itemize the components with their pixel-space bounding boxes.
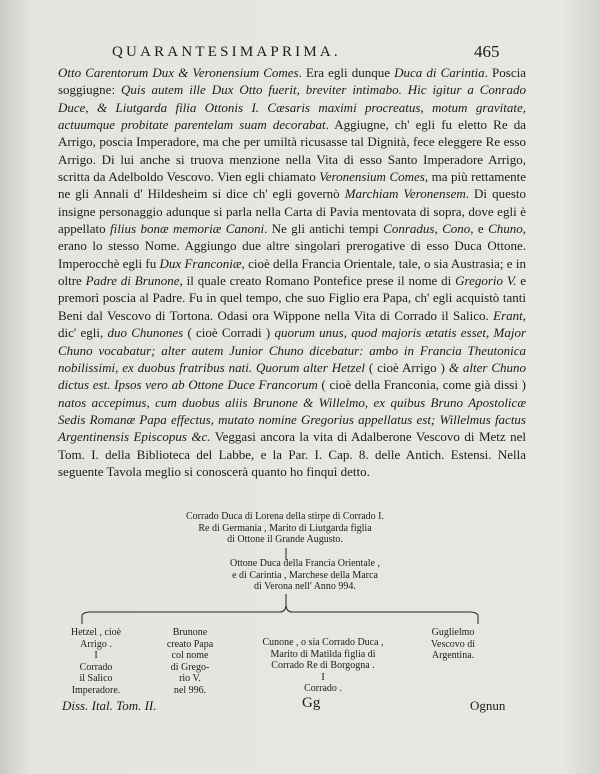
genealogy-root (150, 511, 420, 546)
text-run: , il quale creato Romano Pontefice prese il nome di (179, 273, 456, 289)
text-run: . Poscia soggiugne: (58, 65, 526, 98)
italic-run: Marchiam Veronensem (344, 186, 466, 202)
text-run: Veggasi ancora la vita di Adalberone Vescovo di Metz nel Tom. I. della Biblioteca del Labbe, e la Par. I. Cap. 8. delle Antich. Estensi. Nella seguente Tavola meglio si conoscerà quanto ho finquì detto. (58, 429, 526, 479)
genealogy-line: e di Carintia , Marchese della Marca (232, 569, 378, 581)
genealogy-line: Corrado . (304, 683, 342, 694)
genealogy-line: Guglielmo (431, 627, 475, 638)
italic-run: Conradus (383, 221, 435, 237)
signature-mark: Diss. Ital. Tom. II. (62, 698, 157, 713)
text-run: , dic' egli, (58, 307, 526, 341)
italic-run: Duca di Carintia (394, 65, 485, 80)
genealogy-child-hetzel (60, 627, 132, 696)
genealogy-line: Corrado Re di Borgogna . (271, 660, 375, 671)
genealogy-line: Imperadore. (71, 684, 121, 696)
genealogy-line: I (321, 671, 325, 683)
text-run: . Era egli dunque (298, 65, 395, 80)
text-run: ( cioè Corradi ) (183, 325, 275, 341)
genealogy-line: Corrado Duca di Lorena della stirpe di Corrado I. (186, 511, 384, 522)
genealogy-line: Marito di Matilda figlia di (270, 648, 376, 660)
genealogy-line: Corrado (79, 661, 113, 673)
genealogy-line: col nome (171, 650, 209, 661)
genealogy-line: di Verona nell' Anno 994. (254, 581, 356, 592)
genealogy-otto (190, 558, 420, 593)
italic-run: duo Chunones (107, 325, 184, 341)
genealogy-child-cunone (234, 637, 412, 695)
text-run: . Aggiugne, ch' egli fu eletto Re da Arrigo, poscia Imperadore, ma che per umiltà ricusasse tal Dignità, fece eleggere Re esso Arrigo. Di lui anche si truova menzione nella Vita di esso Santo Imperadore Arrigo, scritta da Adelboldo Vescovo. Vien egli chiamato (58, 117, 527, 185)
text-run: ( cioè Arrigo ) (364, 359, 449, 375)
genealogy-line: di Ottone il Grande Augusto. (227, 534, 343, 545)
gathering-mark: Gg (302, 695, 321, 711)
italic-run: Quis autem ille Dux Otto fuerit, breviter intimabo. Hic igitur a Conrado Duce, & Liutgarda filia Ottonis I. Cæsaris maximi procreatus, motum gravitate, actuumque probitate parentelam suam decorabat (58, 82, 526, 133)
text-run: , e (470, 221, 489, 237)
italic-run: Chuno (488, 221, 523, 237)
italic-run: Cono (442, 221, 471, 237)
italic-run: & alter Chuno dictus est. Ipsos vero ab Ottone Duce Francorum (58, 359, 526, 393)
italic-run: Veronensium Comes (319, 169, 425, 185)
page-number: 465 (474, 42, 500, 61)
text-run: . Ne gli antichi tempi (264, 221, 384, 237)
italic-run: Otto Carentorum Dux & Veronensium Comes (58, 65, 299, 80)
italic-run: Dux Franconiæ (159, 255, 242, 271)
text-run: , (434, 221, 443, 237)
genealogy-line: Re di Germania , Marito di Liutgarda figlia (198, 522, 372, 534)
genealogy-line: il Salico (79, 673, 113, 684)
text-run: , erano lo stesso Nome. Aggiungo due altre singolari prerogative di esso Duca Ottone. Imperocchè egli fu (58, 221, 526, 271)
text-run: , cioè della Francia Orientale, tale, o sia Austrasia; e in oltre (58, 255, 526, 289)
running-title: QUARANTESIMAPRIMA. (112, 44, 341, 60)
genealogy-child-brunone (150, 627, 230, 696)
text-run: e premorì poscia al Padre. Fu in quel tempo, che suo Figlio era Papa, ch' egli acquistò tanti Beni dal Vescovo di Tortona. Odasi ora Wippone nella Vita di Corrado il Salico. (58, 273, 527, 323)
genealogy-child-guglielmo (408, 627, 498, 662)
italic-run: Erant (493, 307, 523, 323)
italic-run: quorum unus, quod majoris ætatis esset, Major Chuno vocabatur; alter autem Junior Chuno dicebatur: ambo in Francia Theutonica nobilissimi, ex duobus fratribus nati. Quorum alter Hetzel (58, 325, 527, 375)
genealogy-line: Brunone (172, 627, 208, 638)
text-run: , ma più rettamente ne gli Annali d' Hildesheim si dice ch' egli governò (58, 169, 527, 202)
genealogy-line: Ottone Duca della Francia Orientale , (230, 558, 380, 569)
genealogy-line: Argentina. (431, 650, 475, 661)
italic-run: Padre di Brunone (85, 273, 180, 289)
text-run: . Di questo insigne personaggio adunque si parla nella Carta di Pavia mentovata di sopra, dove egli è appellato (58, 186, 527, 237)
text-run: ( cioè della Franconia, come già dissi ) (317, 377, 526, 393)
italic-run: Gregorio V. (455, 273, 517, 289)
children-bracket (82, 606, 478, 624)
italic-run: natos accepimus, cum duobus aliis Brunone & Willelmo, ex quibus Bruno Apostolicæ Sedis Romanæ Papa effectus, mutato nomine Gregorius appellatus est; Willelmus factus Argentinensis Episcopus &c. (58, 394, 526, 445)
genealogy-line: Arrigo . (80, 638, 112, 650)
genealogy-line: rio V. (179, 673, 201, 684)
genealogy-line: Hetzel , cioè (70, 627, 122, 638)
catchword: Ognun (470, 698, 506, 713)
italic-run: filius bonæ memoriæ Canoni (110, 221, 265, 237)
genealogy-line: creato Papa (166, 638, 214, 650)
genealogy-line: di Grego- (170, 661, 210, 673)
genealogy-line: Vescovo di (430, 638, 476, 650)
genealogy-line: I (94, 650, 98, 661)
genealogy-line: Cunone , o sia Corrado Duca , (262, 637, 384, 648)
genealogy-line: nel 996. (173, 684, 207, 696)
